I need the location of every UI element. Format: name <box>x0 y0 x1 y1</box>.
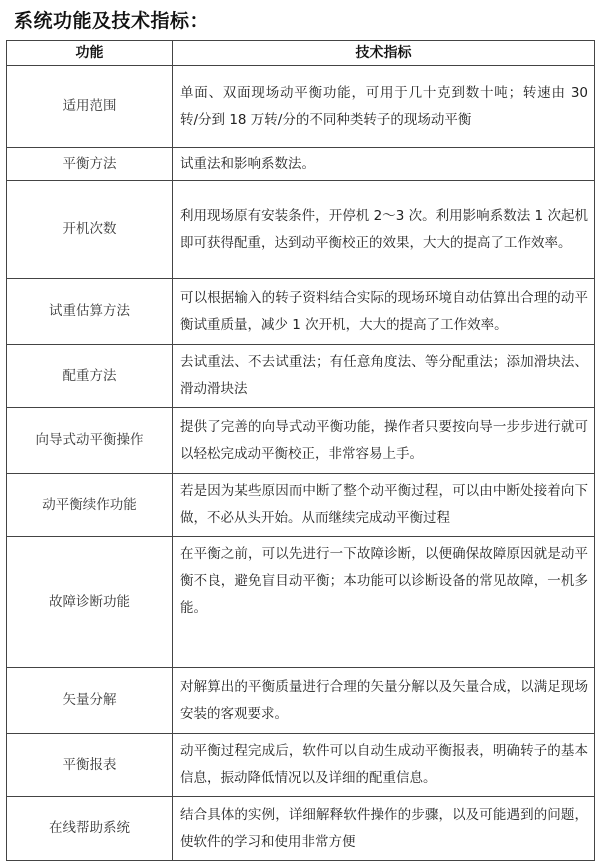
function-cell: 向导式动平衡操作 <box>7 408 173 474</box>
spec-cell: 去试重法、不去试重法；有任意角度法、等分配重法；添加滑块法、滑动滑块法 <box>173 345 595 408</box>
function-cell: 在线帮助系统 <box>7 797 173 861</box>
page-title: 系统功能及技术指标： <box>14 10 210 32</box>
spec-cell: 试重法和影响系数法。 <box>173 148 595 181</box>
spec-cell: 单面、双面现场动平衡功能，可用于几十克到数十吨；转速由 30 转/分到 18 万转/分的不同种类转子的现场动平衡 <box>173 66 595 148</box>
spec-cell: 动平衡过程完成后，软件可以自动生成动平衡报表，明确转子的基本信息，振动降低情况以及详细的配重信息。 <box>173 734 595 797</box>
table-row <box>7 668 595 734</box>
table-row <box>7 181 595 279</box>
function-cell: 矢量分解 <box>7 668 173 734</box>
table-row <box>7 148 595 181</box>
spec-cell: 提供了完善的向导式动平衡功能，操作者只要按向导一步步进行就可以轻松完成动平衡校正，非常容易上手。 <box>173 408 595 474</box>
spec-cell: 对解算出的平衡质量进行合理的矢量分解以及矢量合成，以满足现场安装的客观要求。 <box>173 668 595 734</box>
function-cell: 适用范围 <box>7 66 173 148</box>
table-row <box>7 408 595 474</box>
table-row <box>7 279 595 345</box>
header-spec: 技术指标 <box>173 41 595 66</box>
function-cell: 开机次数 <box>7 181 173 279</box>
function-cell: 试重估算方法 <box>7 279 173 345</box>
function-cell: 配重方法 <box>7 345 173 408</box>
function-cell: 平衡报表 <box>7 734 173 797</box>
table-row <box>7 66 595 148</box>
table-header-row <box>7 41 595 66</box>
table-row <box>7 345 595 408</box>
table-row <box>7 474 595 537</box>
spec-cell: 在平衡之前，可以先进行一下故障诊断，以便确保故障原因就是动平衡不良，避免盲目动平衡；本功能可以诊断设备的常见故障，一机多能。 <box>173 537 595 668</box>
function-cell: 故障诊断功能 <box>7 537 173 668</box>
function-cell: 动平衡续作功能 <box>7 474 173 537</box>
spec-cell: 可以根据输入的转子资料结合实际的现场环境自动估算出合理的动平衡试重质量，减少 1 次开机，大大的提高了工作效率。 <box>173 279 595 345</box>
table-row <box>7 734 595 797</box>
table-row <box>7 797 595 861</box>
spec-cell: 结合具体的实例，详细解释软件操作的步骤，以及可能遇到的问题，使软件的学习和使用非常方便 <box>173 797 595 861</box>
table-row <box>7 537 595 668</box>
function-cell: 平衡方法 <box>7 148 173 181</box>
header-function: 功能 <box>7 41 173 66</box>
spec-cell: 利用现场原有安装条件，开停机 2～3 次。利用影响系数法 1 次起机即可获得配重，达到动平衡校正的效果，大大的提高了工作效率。 <box>173 181 595 279</box>
spec-table <box>6 40 595 861</box>
spec-cell: 若是因为某些原因而中断了整个动平衡过程，可以由中断处接着向下做，不必从头开始。从而继续完成动平衡过程 <box>173 474 595 537</box>
